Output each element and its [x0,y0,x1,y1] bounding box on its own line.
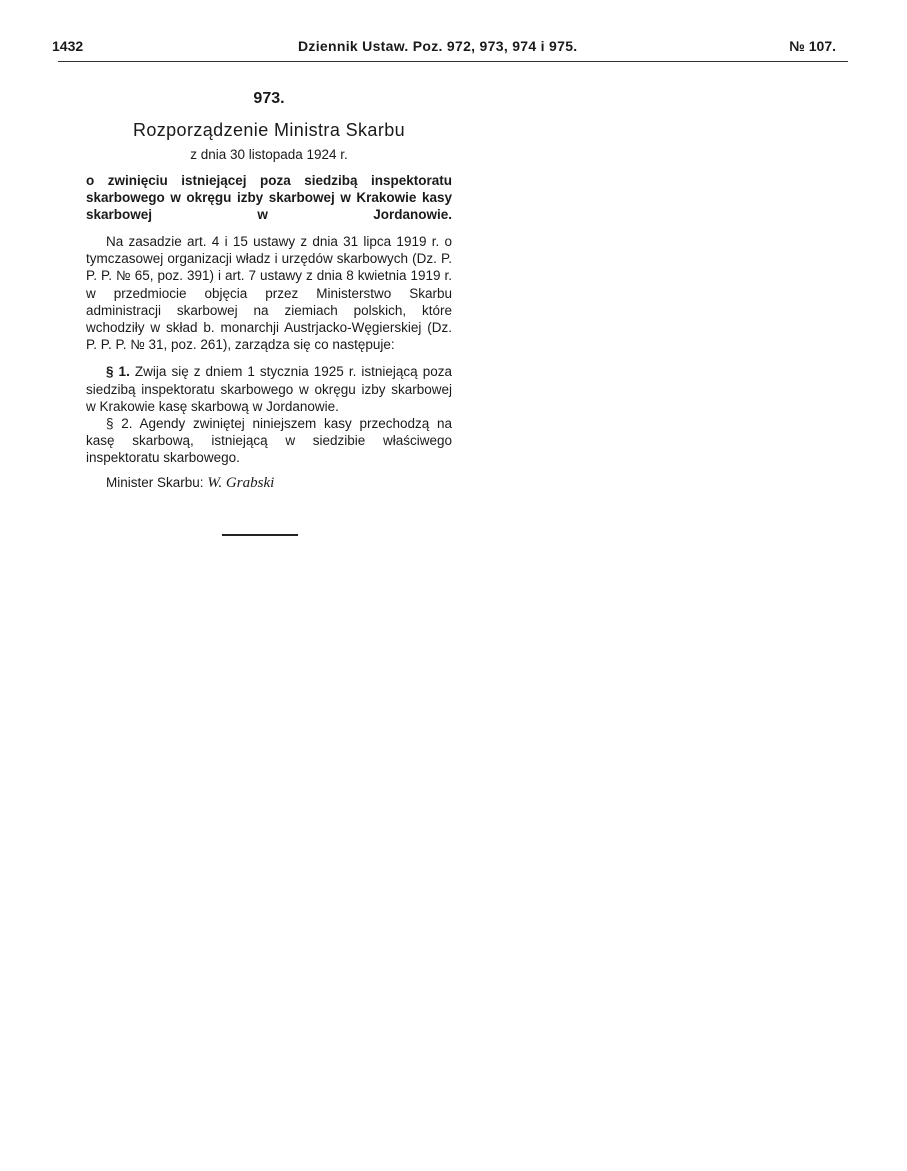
section-1-text: Zwija się z dniem 1 stycznia 1925 r. istniejącą poza siedzibą inspektoratu skarbowego w okręgu izby skarbowej w Krakowie kasę skarbową w Jordanowie. [86,364,452,414]
section-2-marker: § 2. [106,416,133,432]
article-date: z dnia 30 listopada 1924 r. [190,147,348,162]
signature [86,475,452,492]
article-973 [86,90,452,492]
journal-title: Dziennik Ustaw. Poz. 972, 973, 974 i 975. [298,38,578,54]
article-number: 973. [253,90,285,107]
article-subject: o zwinięciu istniejącej poza siedzibą inspektoratu skarbowego w okręgu izby skarbowej w Krakowie kasy skarbowej w Jordanowie. [86,173,452,222]
page-number: 1432 [52,38,84,54]
end-rule [222,534,298,536]
article-title: Rozporządzenie Ministra Skarbu [132,120,406,140]
section-1-marker: § 1. [106,364,130,380]
signature-role: Minister Skarbu: [106,474,204,490]
page-header [50,36,846,60]
section-2 [86,415,452,467]
signature-name: W. Grabski [207,474,275,491]
header-rule [58,61,848,62]
section-2-text: Agendy zwiniętej niniejszem kasy przechodzą na kasę skarbową, istniejącą w siedzibie właściwego inspektoratu skarbowego. [86,416,452,466]
issue-number: № 107. [789,38,836,54]
section-1 [86,363,452,415]
preamble-paragraph: Na zasadzie art. 4 i 15 ustawy z dnia 31 lipca 1919 r. o tymczasowej organizacji władz i urzędów skarbowych (Dz. P. P. P. № 65, poz. 391) i art. 7 ustawy z dnia 8 kwietnia 1919 r. w przedmiocie objęcia przez Ministerstwo Skarbu administracji skarbowej na ziemiach polskich, które wchodziły w skład b. monarchji Austrjacko-Węgierskiej (Dz. P. P. P. № 31, poz. 261), zarządza się co następuje: [86,234,452,353]
